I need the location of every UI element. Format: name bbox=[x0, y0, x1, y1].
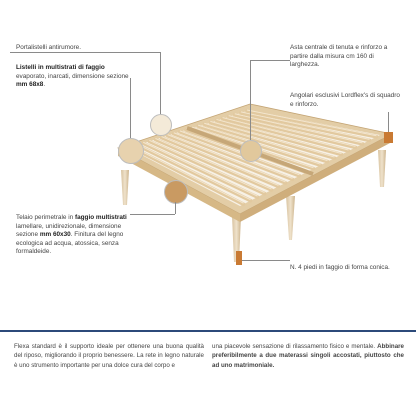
annotation-portalistelli: Portalistelli antirumore. bbox=[16, 44, 81, 51]
annotation-asta-centrale: Asta centrale di tenuta e rinforzo a partire dalla misura cm 160 di larghezza. bbox=[290, 44, 388, 69]
leader-portalistelli-down bbox=[160, 52, 161, 114]
zoom-telaio bbox=[164, 180, 188, 204]
leader-telaio-h bbox=[130, 214, 175, 215]
leg-back-left bbox=[121, 170, 129, 205]
end-cap-right bbox=[384, 132, 393, 143]
zoom-listelli bbox=[118, 138, 144, 164]
leader-piedi bbox=[242, 260, 290, 261]
end-cap-front bbox=[236, 251, 242, 265]
zoom-portalistelli bbox=[150, 114, 172, 136]
leader-listelli bbox=[130, 78, 131, 138]
leader-asta-h bbox=[250, 60, 290, 61]
annotation-angolari: Angolari esclusivi Lordflex's di squadro e rinforzo. bbox=[290, 92, 400, 108]
annotation-telaio: Telaio perimetrale in faggio multistrati lamellare, unidirezionale, dimensione sezione mm 60x30. Finitura del legno ecologica ad acqua, atossica, senza formaldeide. bbox=[16, 214, 127, 256]
leader-angolari bbox=[388, 112, 389, 132]
leader-asta bbox=[250, 60, 251, 140]
annotation-listelli: Listelli in multistrati di faggio evaporato, inarcati, dimensione sezione mm 68x8. bbox=[16, 64, 129, 89]
leader-telaio bbox=[175, 202, 176, 214]
leg-back-right bbox=[378, 150, 386, 187]
divider-rule bbox=[0, 330, 416, 332]
leader-portalistelli bbox=[10, 52, 160, 53]
zoom-asta-centrale bbox=[240, 140, 262, 162]
annotation-piedi: N. 4 piedi in faggio di forma conica. bbox=[290, 264, 390, 271]
footer-col1: Flexa standard è il supporto ideale per ottenere una buona qualità del riposo, migliorando il proprio benessere. La rete in legno naturale è uno strumento importante per una dolce cura del corpo e bbox=[14, 343, 204, 369]
leg-front-right bbox=[286, 196, 295, 240]
footer-col2: una piacevole sensazione di rilassamento fisico e mentale. Abbinare preferibilmente a due materassi singoli accostati, piuttosto che ad uno matrimoniale. bbox=[212, 343, 404, 369]
